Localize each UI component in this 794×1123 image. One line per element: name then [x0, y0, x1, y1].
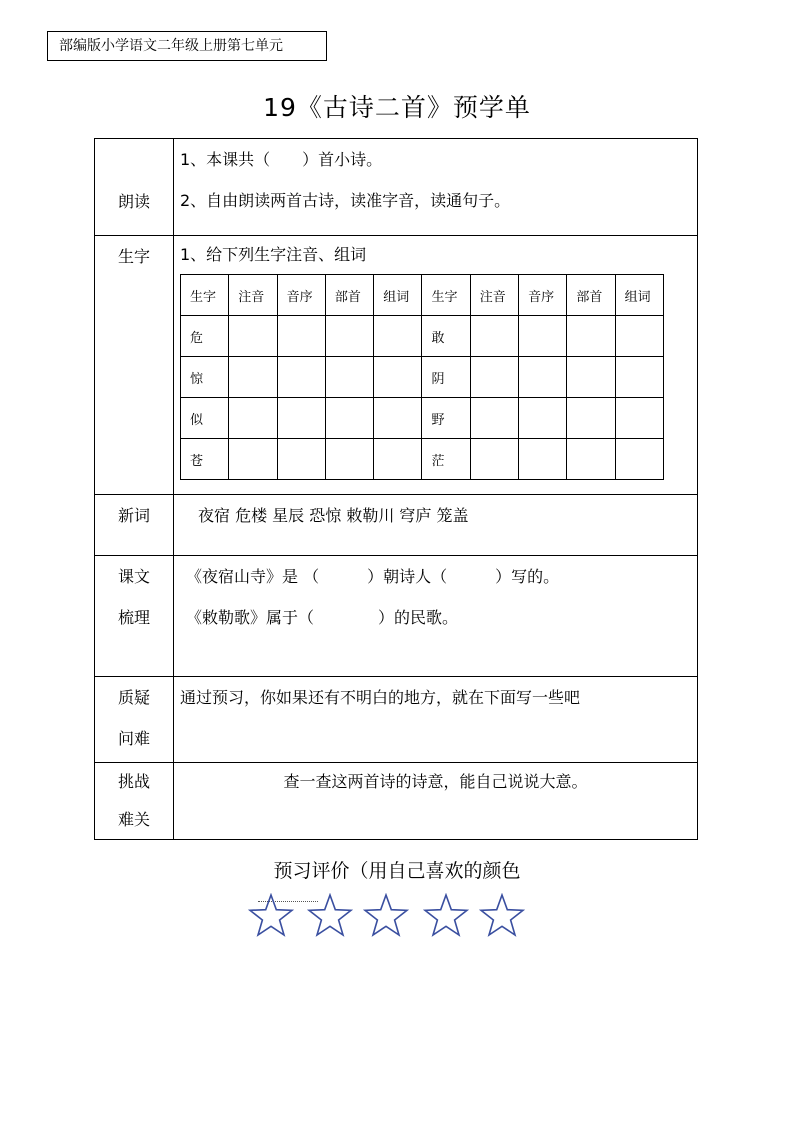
char-table-row — [181, 439, 664, 480]
radical-blank[interactable] — [325, 439, 373, 480]
star-outline-icon[interactable] — [479, 893, 525, 937]
new-words-label-cell — [95, 495, 174, 556]
star-outline-icon[interactable] — [423, 893, 469, 937]
word-blank[interactable] — [374, 316, 422, 357]
initial-blank[interactable] — [277, 439, 325, 480]
challenge-label-2: 难关 — [117, 810, 150, 829]
reading-label-cell — [95, 139, 174, 236]
challenge-label-1: 挑战 — [117, 772, 150, 791]
star-outline-icon[interactable] — [248, 893, 294, 937]
header-cell: 音序 — [519, 275, 567, 316]
star-outline-icon[interactable] — [307, 893, 353, 937]
char-cell: 野 — [422, 398, 470, 439]
header-cell: 组词 — [615, 275, 663, 316]
header-cell: 音序 — [277, 275, 325, 316]
text-outline-line-1: 《夜宿山寺》是 （ ）朝诗人（ ）写的。 — [186, 567, 560, 586]
char-cell: 苍 — [181, 439, 229, 480]
pinyin-blank[interactable] — [470, 398, 518, 439]
new-chars-row — [95, 236, 698, 495]
new-chars-instruction: 1、给下列生字注音、组词 — [180, 245, 367, 264]
questions-prompt: 通过预习，你如果还有不明白的地方，就在下面写一些吧 — [180, 688, 581, 707]
rating-title: 预习评价（用自己喜欢的颜色 — [273, 860, 521, 882]
char-table-row — [181, 398, 664, 439]
header-cell: 注音 — [229, 275, 277, 316]
word-blank[interactable] — [615, 439, 663, 480]
unit-label-box: 部编版小学语文二年级上册第七单元 — [47, 31, 327, 61]
pinyin-blank[interactable] — [470, 439, 518, 480]
questions-label-1: 质疑 — [117, 688, 150, 707]
new-chars-content-cell — [174, 236, 698, 495]
char-table-header — [181, 275, 664, 316]
text-outline-content-cell — [174, 556, 698, 677]
radical-blank[interactable] — [567, 316, 615, 357]
reading-content-cell — [174, 139, 698, 236]
worksheet-table — [94, 138, 698, 840]
challenge-label-cell — [95, 763, 174, 840]
char-cell: 危 — [181, 316, 229, 357]
text-outline-row — [95, 556, 698, 677]
reading-line-2: 2、自由朗读两首古诗，读准字音，读通句子。 — [180, 191, 511, 210]
initial-blank[interactable] — [277, 398, 325, 439]
initial-blank[interactable] — [277, 316, 325, 357]
char-table — [180, 274, 664, 480]
header-cell: 部首 — [567, 275, 615, 316]
text-outline-label-1: 课文 — [117, 567, 150, 586]
word-blank[interactable] — [615, 398, 663, 439]
new-words-content-cell — [174, 495, 698, 556]
char-cell: 茫 — [422, 439, 470, 480]
text-outline-label-cell — [95, 556, 174, 677]
rating-stars — [248, 893, 538, 953]
word-blank[interactable] — [374, 439, 422, 480]
challenge-content-cell — [174, 763, 698, 840]
questions-content-cell[interactable] — [174, 677, 698, 763]
header-cell: 注音 — [470, 275, 518, 316]
page-title: 19《古诗二首》预学单 — [263, 93, 531, 122]
pinyin-blank[interactable] — [470, 316, 518, 357]
pinyin-blank[interactable] — [229, 398, 277, 439]
char-cell: 惊 — [181, 357, 229, 398]
radical-blank[interactable] — [567, 439, 615, 480]
pinyin-blank[interactable] — [470, 357, 518, 398]
header-cell: 生字 — [422, 275, 470, 316]
char-cell: 似 — [181, 398, 229, 439]
new-words-label: 新词 — [117, 506, 150, 525]
header-cell: 组词 — [374, 275, 422, 316]
new-words-text: 夜宿 危楼 星辰 恐惊 敕勒川 穹庐 笼盖 — [198, 506, 469, 525]
radical-blank[interactable] — [325, 357, 373, 398]
challenge-text: 查一查这两首诗的诗意，能自己说说大意。 — [283, 772, 588, 791]
challenge-row — [95, 763, 698, 840]
word-blank[interactable] — [615, 357, 663, 398]
pinyin-blank[interactable] — [229, 316, 277, 357]
new-chars-label-cell — [95, 236, 174, 495]
questions-row — [95, 677, 698, 763]
word-blank[interactable] — [374, 357, 422, 398]
questions-label-2: 问难 — [117, 729, 150, 748]
char-table-row — [181, 357, 664, 398]
reading-label: 朗读 — [117, 192, 150, 211]
radical-blank[interactable] — [325, 398, 373, 439]
radical-blank[interactable] — [567, 357, 615, 398]
new-chars-label: 生字 — [117, 247, 150, 266]
initial-blank[interactable] — [277, 357, 325, 398]
text-outline-line-2: 《敕勒歌》属于（ ）的民歌。 — [186, 608, 459, 627]
star-outline-icon[interactable] — [363, 893, 409, 937]
initial-blank[interactable] — [519, 398, 567, 439]
radical-blank[interactable] — [325, 316, 373, 357]
pinyin-blank[interactable] — [229, 439, 277, 480]
header-cell: 生字 — [181, 275, 229, 316]
char-cell: 阴 — [422, 357, 470, 398]
initial-blank[interactable] — [519, 439, 567, 480]
text-outline-label-2: 梳理 — [117, 608, 150, 627]
header-cell: 部首 — [325, 275, 373, 316]
reading-line-1: 1、本课共（ ）首小诗。 — [180, 150, 383, 169]
initial-blank[interactable] — [519, 316, 567, 357]
new-words-row — [95, 495, 698, 556]
questions-label-cell — [95, 677, 174, 763]
word-blank[interactable] — [374, 398, 422, 439]
radical-blank[interactable] — [567, 398, 615, 439]
char-cell: 敢 — [422, 316, 470, 357]
pinyin-blank[interactable] — [229, 357, 277, 398]
initial-blank[interactable] — [519, 357, 567, 398]
reading-row — [95, 139, 698, 236]
word-blank[interactable] — [615, 316, 663, 357]
char-table-row — [181, 316, 664, 357]
